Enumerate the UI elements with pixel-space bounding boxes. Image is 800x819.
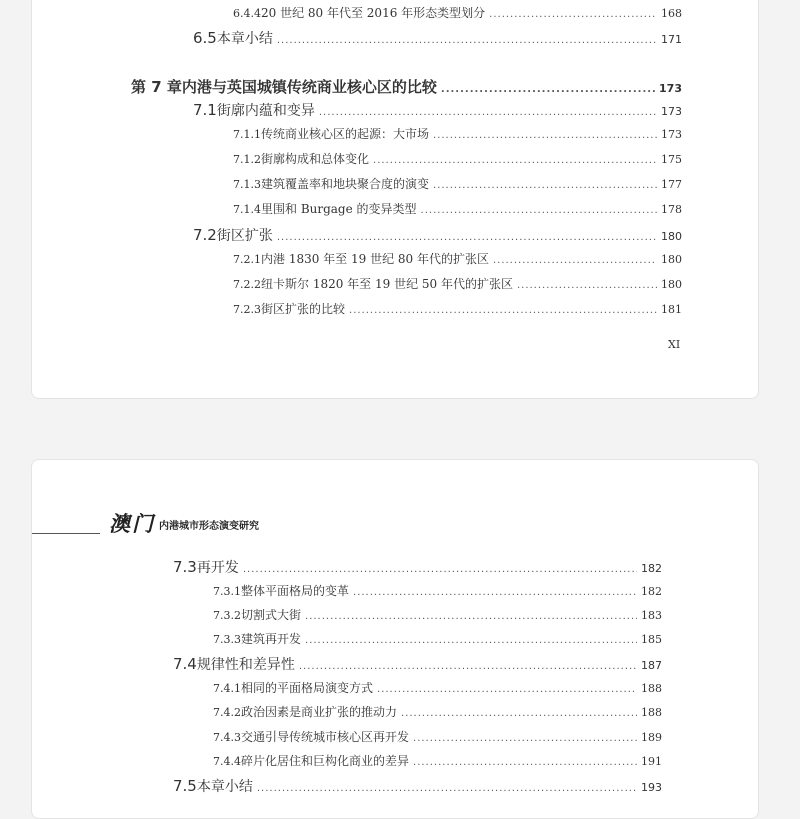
dot-leader bbox=[299, 661, 637, 672]
toc-number: 7.2.3 bbox=[233, 303, 261, 316]
toc-label: 本章小结 bbox=[196, 779, 253, 795]
toc-number: 7.4.4 bbox=[213, 755, 241, 768]
toc-page: 171 bbox=[661, 33, 682, 46]
dot-leader bbox=[373, 155, 657, 166]
toc-label: 里围和 Burgage 的变异类型 bbox=[261, 202, 417, 216]
toc-number: 6.4.4 bbox=[233, 7, 261, 20]
dot-leader bbox=[277, 35, 657, 46]
toc-entry[interactable] bbox=[213, 728, 662, 745]
book-page-lower bbox=[31, 459, 759, 819]
toc-entry[interactable] bbox=[233, 200, 682, 217]
toc-number: 7.4.3 bbox=[213, 731, 241, 744]
dot-leader bbox=[305, 611, 637, 622]
dot-leader bbox=[377, 684, 637, 695]
toc-page: 173 bbox=[659, 82, 682, 95]
toc-page: 191 bbox=[641, 755, 662, 768]
toc-page: 168 bbox=[661, 7, 682, 20]
toc-entry[interactable] bbox=[233, 175, 682, 192]
dot-leader bbox=[277, 232, 657, 243]
toc-entry[interactable] bbox=[213, 679, 662, 696]
toc-number: 7.2.2 bbox=[233, 278, 261, 291]
toc-entry[interactable] bbox=[213, 606, 662, 623]
dot-leader bbox=[441, 84, 655, 95]
toc-entry[interactable] bbox=[193, 28, 682, 48]
toc-label: 碎片化居住和巨构化商业的差异 bbox=[241, 754, 410, 768]
dot-leader bbox=[433, 180, 657, 191]
toc-number: 7.4 bbox=[173, 655, 197, 673]
toc-page: 188 bbox=[641, 706, 662, 719]
toc-number: 第 7 章 bbox=[131, 78, 182, 96]
dot-leader bbox=[489, 9, 657, 20]
toc-entry[interactable] bbox=[213, 582, 662, 599]
toc-page: 193 bbox=[641, 781, 662, 794]
page-number: XI bbox=[668, 338, 681, 351]
toc-number: 7.3.3 bbox=[213, 633, 241, 646]
toc-label: 整体平面格局的变革 bbox=[241, 584, 350, 598]
toc-entry[interactable] bbox=[233, 300, 682, 317]
toc-number: 7.5 bbox=[173, 777, 197, 795]
toc-page: 173 bbox=[661, 105, 682, 118]
toc-chapter-entry[interactable] bbox=[131, 76, 682, 97]
toc-number: 7.1.4 bbox=[233, 203, 261, 216]
toc-label: 本章小结 bbox=[216, 31, 273, 47]
toc-label: 20 世纪 80 年代至 2016 年形态类型划分 bbox=[261, 6, 486, 20]
toc-entry[interactable] bbox=[233, 4, 682, 21]
toc-label: 再开发 bbox=[196, 560, 239, 576]
dot-leader bbox=[493, 255, 657, 266]
toc-entry[interactable] bbox=[233, 275, 682, 292]
toc-label: 传统商业核心区的起源：大市场 bbox=[261, 127, 430, 141]
toc-entry[interactable] bbox=[213, 703, 662, 720]
dot-leader bbox=[243, 564, 637, 575]
toc-entry[interactable] bbox=[233, 250, 682, 267]
toc-label: 建筑再开发 bbox=[241, 632, 302, 646]
toc-entry[interactable] bbox=[173, 654, 662, 674]
toc-page: 180 bbox=[661, 230, 682, 243]
toc-label: 切割式大街 bbox=[241, 608, 302, 622]
dot-leader bbox=[349, 305, 657, 316]
header-title: 内港城市形态演变研究 bbox=[159, 521, 259, 532]
toc-number: 7.2.1 bbox=[233, 253, 261, 266]
toc-entry[interactable] bbox=[193, 100, 682, 120]
toc-label: 相同的平面格局演变方式 bbox=[241, 681, 374, 695]
toc-page: 183 bbox=[641, 609, 662, 622]
toc-number: 7.4.2 bbox=[213, 706, 241, 719]
toc-label: 街区扩张 bbox=[216, 228, 273, 244]
toc-label: 规律性和差异性 bbox=[196, 657, 295, 673]
toc-label: 政治因素是商业扩张的推动力 bbox=[241, 705, 398, 719]
toc-page: 185 bbox=[641, 633, 662, 646]
dot-leader bbox=[353, 587, 637, 598]
toc-page: 189 bbox=[641, 731, 662, 744]
toc-label: 纽卡斯尔 1820 年至 19 世纪 50 年代的扩张区 bbox=[261, 277, 513, 291]
toc-entry[interactable] bbox=[233, 125, 682, 142]
toc-entry[interactable] bbox=[233, 150, 682, 167]
toc-entry[interactable] bbox=[193, 225, 682, 245]
toc-page: 177 bbox=[661, 178, 682, 191]
dot-leader bbox=[517, 280, 657, 291]
toc-label: 交通引导传统城市核心区再开发 bbox=[241, 730, 410, 744]
header-rule bbox=[32, 533, 100, 534]
toc-number: 6.5 bbox=[193, 29, 217, 47]
toc-number: 7.2 bbox=[193, 226, 217, 244]
header-logo-mark: 澳门 bbox=[109, 511, 155, 536]
book-page-upper bbox=[31, 0, 759, 399]
toc-label: 街区扩张的比较 bbox=[261, 302, 346, 316]
running-header bbox=[32, 508, 259, 538]
toc-page: 173 bbox=[661, 128, 682, 141]
toc-page: 180 bbox=[661, 278, 682, 291]
toc-page: 182 bbox=[641, 562, 662, 575]
toc-page: 178 bbox=[661, 203, 682, 216]
toc-entry[interactable] bbox=[213, 752, 662, 769]
dot-leader bbox=[319, 107, 657, 118]
toc-label: 建筑覆盖率和地块聚合度的演变 bbox=[261, 177, 430, 191]
toc-page: 187 bbox=[641, 659, 662, 672]
toc-number: 7.3.1 bbox=[213, 585, 241, 598]
toc-page: 181 bbox=[661, 303, 682, 316]
toc-entry[interactable] bbox=[173, 557, 662, 577]
dot-leader bbox=[257, 783, 637, 794]
toc-label: 内港 1830 年至 19 世纪 80 年代的扩张区 bbox=[261, 252, 489, 266]
toc-page: 182 bbox=[641, 585, 662, 598]
toc-number: 7.3.2 bbox=[213, 609, 241, 622]
toc-entry[interactable] bbox=[173, 776, 662, 796]
toc-number: 7.1.3 bbox=[233, 178, 261, 191]
dot-leader bbox=[401, 708, 637, 719]
toc-number: 7.1.1 bbox=[233, 128, 261, 141]
toc-number: 7.1 bbox=[193, 101, 217, 119]
dot-leader bbox=[413, 733, 637, 744]
toc-label: 街廓构成和总体变化 bbox=[261, 152, 370, 166]
toc-number: 7.3 bbox=[173, 558, 197, 576]
toc-label: 街廓内蕴和变异 bbox=[216, 103, 315, 119]
toc-page: 188 bbox=[641, 682, 662, 695]
toc-number: 7.4.1 bbox=[213, 682, 241, 695]
toc-entry[interactable] bbox=[213, 630, 662, 647]
dot-leader bbox=[433, 130, 657, 141]
toc-number: 7.1.2 bbox=[233, 153, 261, 166]
dot-leader bbox=[413, 757, 637, 768]
toc-page: 175 bbox=[661, 153, 682, 166]
toc-label: 内港与英国城镇传统商业核心区的比较 bbox=[181, 78, 437, 96]
dot-leader bbox=[305, 635, 637, 646]
dot-leader bbox=[421, 205, 657, 216]
toc-page: 180 bbox=[661, 253, 682, 266]
